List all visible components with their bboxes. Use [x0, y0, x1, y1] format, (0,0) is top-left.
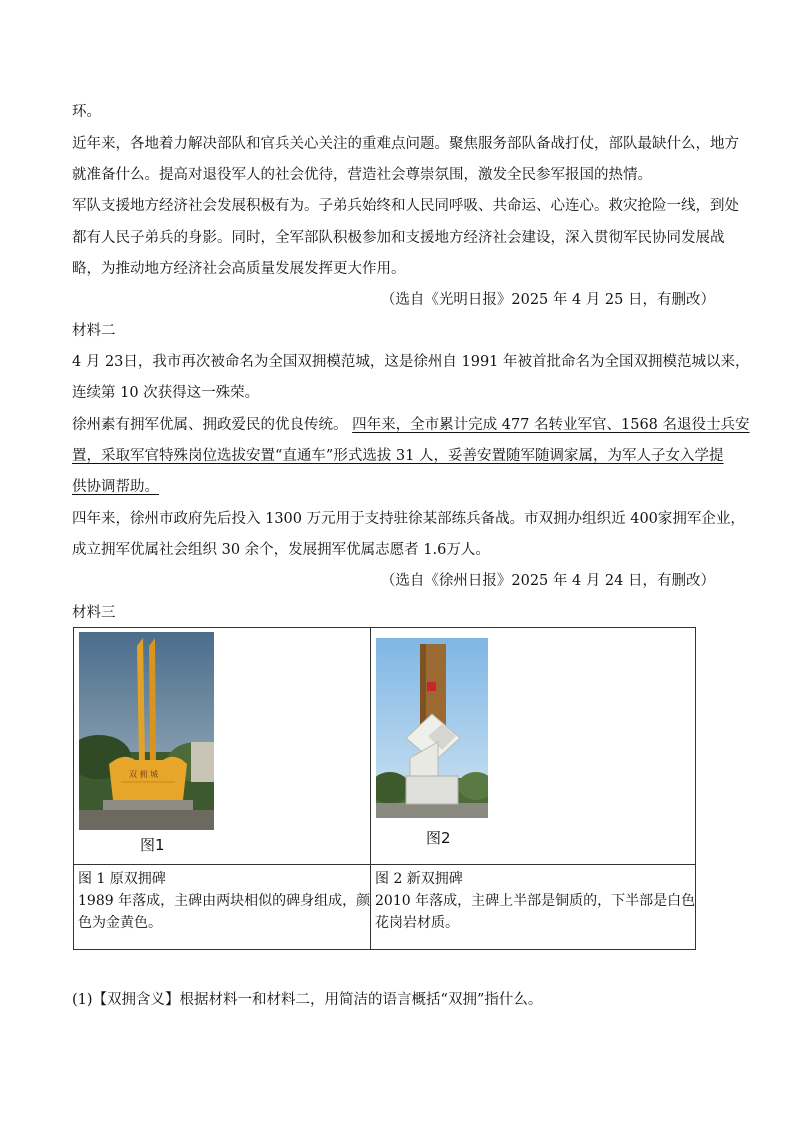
underlined-text: 置，采取军官特殊岗位选拔安置“直通车”形式选拔 31 人，妥善安置随军随调家属，为军人子女入学提 [72, 448, 724, 464]
underlined-text: 四年来，全市累计完成 477 名转业军官、1568 名退役士兵安 [352, 417, 750, 433]
text-line: 军队支援地方经济社会发展积极有为。子弟兵始终和人民同呼吸、共命运、心连心。救灾抢险一线，到处 [72, 198, 739, 214]
text-line [72, 415, 750, 435]
figure-description: 色为金黄色。 [78, 915, 162, 931]
text-line: 略，为推动地方经济社会高质量发展发挥更大作用。 [72, 261, 406, 277]
text-line: 就准备什么。提高对退役军人的社会优待，营造社会尊崇氛围，激发全民参军报国的热情。 [72, 167, 652, 183]
figure1-description-cell [74, 865, 371, 950]
figure-caption: 图1 [140, 836, 165, 854]
figure-description: 1989 年落成，主碑由两块相似的碑身组成，颜 [78, 893, 371, 909]
figure-caption: 图2 [426, 829, 451, 847]
monument-plaque: 双 拥 城 [129, 770, 159, 779]
text-line: 成立拥军优属社会组织 30 余个，发展拥军优属志愿者 1.6万人。 [72, 542, 490, 558]
text-line: 四年来，徐州市政府先后投入 1300 万元用于支持驻徐某部练兵备战。市双拥办组织近 400家拥军企业， [72, 511, 745, 527]
text-line: 连续第 10 次获得这一殊荣。 [72, 385, 260, 401]
section-heading: 材料三 [72, 605, 116, 621]
text-line: 都有人民子弟兵的身影。同时，全军部队积极参加和支援地方经济社会建设，深入贯彻军民协同发展战 [72, 230, 725, 246]
question-text: (1)【双拥含义】根据材料一和材料二，用简洁的语言概括“双拥”指什么。 [72, 992, 543, 1008]
figure-description: 花岗岩材质。 [375, 915, 459, 931]
source-citation: （选自《光明日报》2025 年 4 月 25 日，有删改） [380, 292, 715, 308]
monument-photo-2 [376, 638, 488, 818]
underlined-text: 供协调帮助。 [72, 479, 159, 495]
figure1-cell [74, 628, 371, 865]
figure-description: 2010 年落成，主碑上半部是铜质的，下半部是白色 [375, 893, 696, 909]
figure-title: 图 1 原双拥碑 [78, 871, 166, 887]
text-line: 近年来，各地着力解决部队和官兵关心关注的重难点问题。聚焦服务部队备战打仗，部队最缺什么，地方 [72, 136, 739, 152]
figure2-description-cell [371, 865, 696, 950]
source-citation: （选自《徐州日报》2025 年 4 月 24 日，有删改） [380, 573, 715, 589]
figure-title: 图 2 新双拥碑 [375, 871, 463, 887]
monument-photo-1 [79, 632, 214, 830]
text-line: 环。 [72, 104, 101, 120]
section-heading: 材料二 [72, 323, 116, 339]
material-three-table [73, 627, 696, 950]
text-line: 4 月 23日，我市再次被命名为全国双拥模范城，这是徐州自 1991 年被首批命名为全国双拥模范城以来， [72, 354, 750, 370]
text-segment: 徐州素有拥军优属、拥政爱民的优良传统。 [72, 417, 348, 433]
figure2-cell [371, 628, 696, 865]
